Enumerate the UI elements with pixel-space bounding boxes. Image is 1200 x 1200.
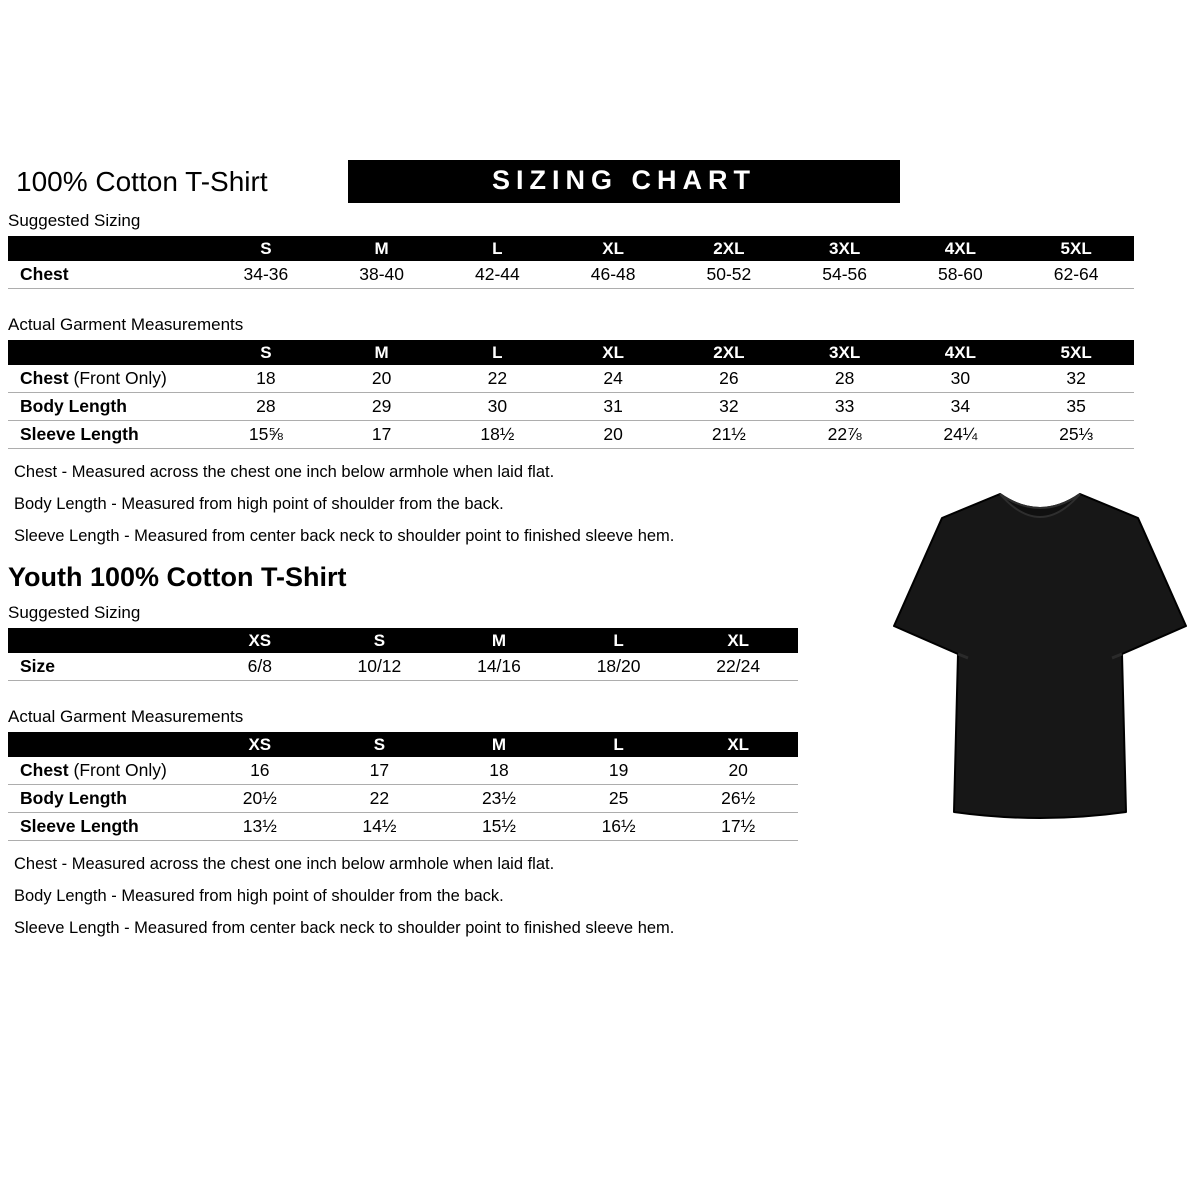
youth-page-title: Youth 100% Cotton T-Shirt [8,562,347,592]
value-cell: 20 [371,368,392,388]
value-cell: 14½ [362,816,397,836]
row-label: Body Length [20,788,127,808]
column-header-xl: XL [602,342,624,362]
adult-actual-measurements-table [8,340,1134,449]
table-header-row [8,732,798,757]
column-header-s: S [373,734,386,754]
value-cell: 20 [603,424,623,444]
column-header-m: M [491,734,507,754]
value-cell: 16 [250,760,270,780]
note-sleeve-length: Sleeve Length - Measured from center back neck to shoulder point to finished sleeve hem. [14,919,675,937]
value-cell: 54-56 [822,264,867,284]
value-cell: 10/12 [357,656,402,676]
note-body-length: Body Length - Measured from high point of shoulder from the back. [14,495,504,513]
tshirt-product-image [890,478,1190,834]
column-header-l: L [613,630,624,650]
column-header-4xl: 4XL [944,342,976,362]
column-header-m: M [374,238,389,258]
column-header-m: M [491,630,507,650]
column-header-2xl: 2XL [713,342,745,362]
value-cell: 15⅝ [248,424,283,444]
row-label: Size [20,656,56,676]
table-header-row [8,628,798,653]
value-cell: 23½ [481,788,517,808]
column-header-l: L [613,734,624,754]
value-cell: 26½ [721,788,756,808]
column-header-s: S [373,630,386,650]
value-cell: 30 [487,396,508,416]
column-header-xl: XL [727,630,750,650]
value-cell: 22/24 [716,656,761,676]
value-cell: 6/8 [247,656,272,676]
table-row [8,261,1134,289]
value-cell: 22 [369,788,390,808]
value-cell: 18 [489,760,509,780]
value-cell: 20 [728,760,748,780]
value-cell: 35 [1066,396,1086,416]
value-cell: 31 [603,396,623,416]
table-row [8,813,798,841]
table-row [8,365,1134,393]
value-cell: 21½ [711,424,746,444]
column-header-xs: XS [248,734,272,754]
value-cell: 46-48 [590,264,636,284]
value-cell: 26 [719,368,739,388]
value-cell: 42-44 [474,264,520,284]
column-header-s: S [260,342,272,362]
tshirt-icon [890,478,1190,834]
column-header-xl: XL [602,238,624,258]
value-cell: 20½ [242,788,277,808]
column-header-s: S [260,238,272,258]
value-cell: 14/16 [477,656,521,676]
value-cell: 38-40 [359,264,404,284]
value-cell: 50-52 [706,264,752,284]
column-header-m: M [374,342,389,362]
value-cell: 29 [371,396,392,416]
column-header-l: L [492,238,503,258]
column-header-l: L [492,342,503,362]
column-header-xl: XL [727,734,750,754]
column-header-5xl: 5XL [1060,238,1092,258]
youth-suggested-sizing-label: Suggested Sizing [8,603,141,622]
column-header-4xl: 4XL [944,238,976,258]
column-header-2xl: 2XL [713,238,745,258]
value-cell: 18½ [480,424,515,444]
note-chest: Chest - Measured across the chest one inch below armhole when laid flat. [14,463,555,481]
row-label: Chest (Front Only) [20,368,167,388]
value-cell: 25 [608,788,629,808]
row-label: Chest (Front Only) [20,760,167,780]
value-cell: 19 [608,760,629,780]
adult-actual-measurements-label: Actual Garment Measurements [8,315,244,334]
column-header-3xl: 3XL [829,238,861,258]
value-cell: 32 [719,396,739,416]
youth-actual-measurements-label: Actual Garment Measurements [8,707,244,726]
value-cell: 24¼ [943,424,978,444]
row-label: Sleeve Length [20,424,139,444]
value-cell: 17½ [721,816,756,836]
youth-measurement-notes [8,855,1192,938]
value-cell: 15½ [481,816,517,836]
value-cell: 17 [369,760,390,780]
value-cell: 22⅞ [827,424,862,444]
note-chest: Chest - Measured across the chest one inch below armhole when laid flat. [14,855,555,873]
column-header-3xl: 3XL [829,342,861,362]
table-row [8,421,1134,449]
note-sleeve-length: Sleeve Length - Measured from center back neck to shoulder point to finished sleeve hem. [14,527,675,545]
value-cell: 28 [256,396,276,416]
value-cell: 24 [603,368,623,388]
header-row [8,160,1192,203]
value-cell: 58-60 [937,264,983,284]
value-cell: 25⅓ [1059,424,1094,444]
value-cell: 33 [834,396,855,416]
value-cell: 62-64 [1053,264,1099,284]
value-cell: 18 [256,368,276,388]
value-cell: 30 [950,368,971,388]
value-cell: 17 [371,424,392,444]
value-cell: 13½ [242,816,277,836]
sizing-chart-banner: SIZING CHART [348,160,900,203]
row-label: Chest [20,264,69,284]
note-body-length: Body Length - Measured from high point of shoulder from the back. [14,887,504,905]
value-cell: 34 [950,396,971,416]
table-row [8,785,798,813]
youth-actual-measurements-table [8,732,798,841]
value-cell: 22 [487,368,508,388]
youth-suggested-sizing-table [8,628,798,681]
column-header-5xl: 5XL [1060,342,1092,362]
row-label: Sleeve Length [20,816,139,836]
value-cell: 34-36 [243,264,289,284]
table-row [8,393,1134,421]
value-cell: 18/20 [596,656,641,676]
table-row [8,757,798,785]
row-label: Body Length [20,396,127,416]
value-cell: 28 [834,368,855,388]
adult-suggested-sizing-table [8,236,1134,289]
table-header-row [8,340,1134,365]
value-cell: 32 [1066,368,1086,388]
adult-suggested-sizing-label: Suggested Sizing [8,211,141,230]
value-cell: 16½ [601,816,636,836]
table-row [8,653,798,681]
page-title: 100% Cotton T-Shirt [16,166,268,197]
column-header-xs: XS [248,630,272,650]
table-header-row [8,236,1134,261]
